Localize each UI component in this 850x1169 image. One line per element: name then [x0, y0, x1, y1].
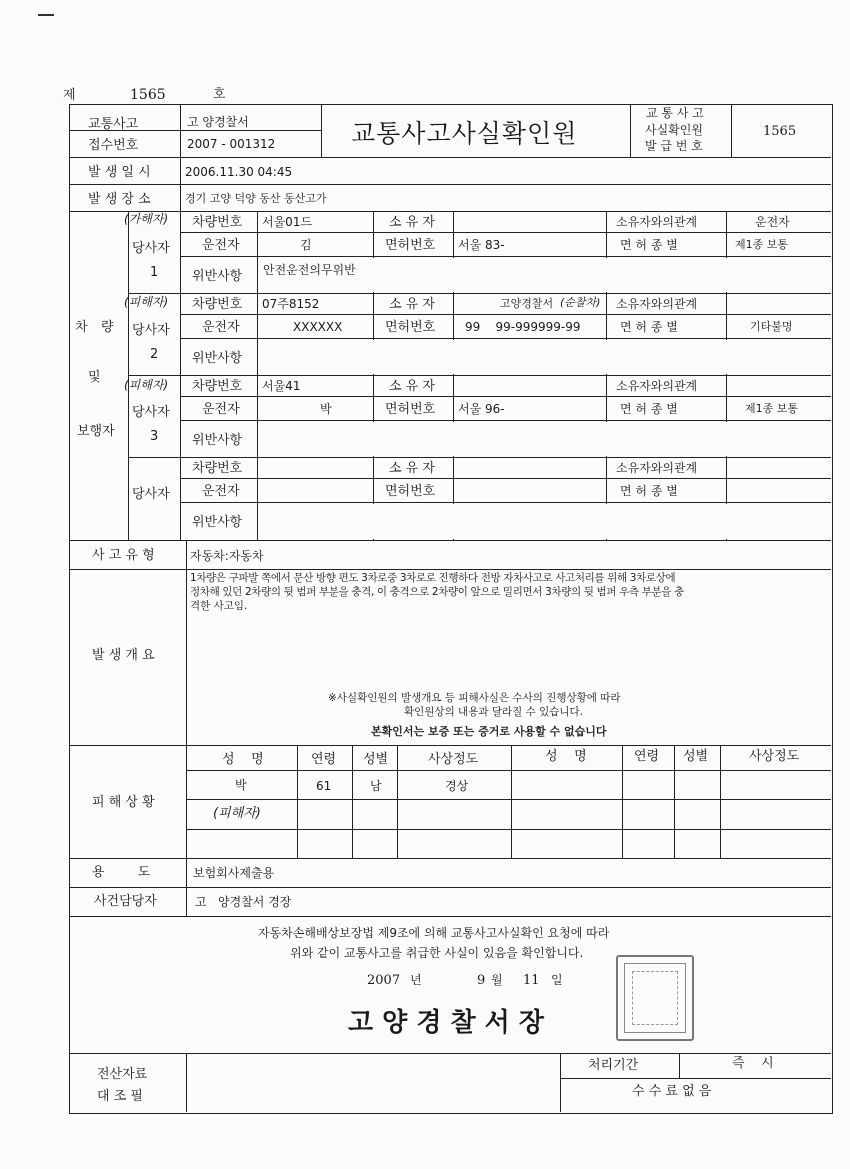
- party4-label: 당사자: [132, 487, 170, 502]
- party3-driver: 박: [320, 402, 332, 416]
- party4-vehicle-label: 차량번호: [192, 461, 243, 476]
- official-seal-stamp: [616, 955, 694, 1041]
- party3-relation-label: 소유자와의관계: [616, 379, 698, 393]
- party1-license-no: 서울 83-: [458, 238, 505, 252]
- summary-label: 발 생 개 요: [92, 648, 155, 663]
- party2-license-no: 99 99-999999-99: [465, 320, 581, 334]
- party4-license-label: 면허번호: [385, 484, 436, 499]
- cert-line-2: 위와 같이 교통사고를 취급한 사실이 있음을 확인합니다.: [290, 946, 584, 960]
- party2-relation-label: 소유자와의관계: [616, 297, 698, 311]
- party2-license-type: 기타불명: [750, 320, 793, 333]
- issue-number: 1565: [763, 124, 797, 139]
- cert-year: 2007: [367, 973, 401, 988]
- party3-violation-label: 위반사항: [192, 433, 243, 448]
- damage-header-age: 연령: [311, 752, 337, 767]
- accident-type-label: 사 고 유 형: [92, 548, 155, 563]
- damage-header-age-2: 연령: [634, 749, 660, 764]
- accident-type-value: 자동차:자동차: [190, 549, 264, 563]
- document-title: 교통사고사실확인원: [351, 119, 578, 148]
- party2-vehicle-no: 07주8152: [262, 297, 320, 311]
- party3-license-no: 서울 96-: [458, 402, 505, 416]
- party2-driver-label: 운전자: [202, 320, 240, 335]
- party2-vehicle-label: 차량번호: [192, 297, 243, 312]
- processing-period-value: 즉 시: [732, 1056, 774, 1071]
- party1-relation-label: 소유자와의관계: [616, 215, 698, 229]
- officer-label: 사건담당자: [94, 894, 157, 909]
- damage-header-severity: 사상정도: [428, 752, 479, 767]
- summary-line-2: 정차해 있던 2차량의 뒷 범퍼 부분을 충격, 이 충격으로 2차량이 앞으로 밀리면서 3차량의 뒷 범퍼 우측 부분을 충: [190, 586, 684, 598]
- party2-note: (피해자): [124, 295, 169, 309]
- party2-label: 당사자: [132, 323, 170, 338]
- cert-line-1: 자동차손해배상보장법 제9조에 의해 교통사고사실확인 요청에 따라: [258, 926, 610, 940]
- party1-violation: 안전운전의무위반: [263, 263, 356, 277]
- section-label-3: 및: [88, 370, 101, 385]
- party3-number: 3: [150, 429, 159, 444]
- cert-day: 11: [523, 973, 540, 988]
- damage-header-sex-2: 성별: [683, 749, 709, 764]
- party3-vehicle-no: 서울41: [262, 379, 301, 393]
- damage-name: 박: [235, 778, 247, 792]
- summary-notice-3: 본확인서는 보증 또는 증거로 사용할 수 없습니다: [371, 725, 607, 738]
- party2-owner-label: 소 유 자: [389, 297, 435, 312]
- doc-number-suffix: 호: [213, 87, 226, 102]
- processing-period-label: 처리기간: [588, 1058, 639, 1073]
- party1-violation-label: 위반사항: [192, 269, 243, 284]
- place-label: 발 생 장 소: [88, 192, 151, 207]
- damage-header-severity-2: 사상정도: [749, 749, 800, 764]
- summary-notice-2: 확인원상의 내용과 달라질 수 있습니다.: [404, 706, 583, 718]
- damage-label: 피 해 상 황: [92, 795, 155, 810]
- party1-note: (가해자): [124, 212, 169, 226]
- cert-year-unit: 년: [410, 973, 422, 987]
- party2-owner-note: (순찰차): [560, 296, 601, 309]
- party1-license-type: 제1종 보통: [735, 238, 788, 251]
- issue-label-3: 발 급 번 호: [645, 139, 703, 153]
- damage-name-note: (피해자): [213, 806, 261, 821]
- party1-number: 1: [150, 265, 159, 280]
- receipt-label-2: 접수번호: [88, 138, 139, 153]
- party3-license-type: 제1종 보통: [745, 402, 798, 415]
- doc-number: 1565: [130, 87, 166, 103]
- party3-label: 당사자: [132, 405, 170, 420]
- purpose-label: 용 도: [92, 865, 151, 880]
- issue-label-1: 교 통 사 고: [646, 106, 704, 120]
- receipt-station: 고 양경찰서: [187, 115, 249, 129]
- section-label-2: 량: [101, 320, 114, 335]
- data-check-label-2: 대 조 필: [97, 1089, 143, 1104]
- party1-license-label: 면허번호: [385, 238, 436, 253]
- receipt-number: 2007 - 001312: [187, 137, 276, 151]
- party4-violation-label: 위반사항: [192, 515, 243, 530]
- damage-severity: 경상: [445, 779, 469, 793]
- party3-license-type-label: 면 허 종 별: [620, 402, 678, 416]
- cert-month: 9: [477, 973, 486, 988]
- damage-header-name: 성 명: [222, 752, 264, 767]
- party2-license-label: 면허번호: [385, 320, 436, 335]
- date-value: 2006.11.30 04:45: [185, 165, 293, 179]
- summary-line-1: 1차량은 구파발 쪽에서 문산 방향 편도 3차로중 3차로로 진행하다 전방 자차사고로 사고처리를 위해 3차로상에: [190, 572, 676, 584]
- party1-label: 당사자: [132, 241, 170, 256]
- damage-header-name-2: 성 명: [545, 749, 587, 764]
- party2-driver: XXXXXX: [293, 320, 343, 334]
- issuer-name: 고 양 경 찰 서 장: [348, 1008, 544, 1038]
- officer-value: 고 양경찰서 경장: [195, 895, 292, 909]
- party3-owner-label: 소 유 자: [389, 379, 435, 394]
- party2-number: 2: [150, 347, 159, 362]
- issue-label-2: 사실확인원: [645, 123, 703, 137]
- date-label: 발 생 일 시: [88, 165, 151, 180]
- party4-relation-label: 소유자와의관계: [616, 461, 698, 475]
- party3-note: (피해자): [124, 378, 169, 392]
- purpose-value: 보험회사제출용: [193, 866, 275, 880]
- summary-line-3: 격한 사고임.: [190, 600, 248, 612]
- party2-owner: 고양경찰서: [500, 297, 554, 310]
- party1-vehicle-no: 서울01드: [262, 215, 313, 229]
- party1-owner-label: 소 유 자: [389, 215, 435, 230]
- party3-license-label: 면허번호: [385, 402, 436, 417]
- scan-mark: [38, 14, 54, 16]
- party3-driver-label: 운전자: [202, 402, 240, 417]
- fee-value: 수 수 료 없 음: [632, 1084, 712, 1099]
- party1-vehicle-label: 차량번호: [192, 215, 243, 230]
- summary-notice-1: ※사실확인원의 발생개요 등 피해사실은 수사의 진행상황에 따라: [328, 692, 621, 704]
- party1-driver: 김: [300, 238, 312, 252]
- party3-vehicle-label: 차량번호: [192, 379, 243, 394]
- damage-sex: 남: [370, 779, 382, 793]
- party4-license-type-label: 면 허 종 별: [620, 484, 678, 498]
- section-label-1: 차: [75, 320, 88, 335]
- section-label-4: 보행자: [77, 424, 115, 439]
- party1-relation: 운전자: [755, 215, 790, 229]
- cert-month-unit: 월: [491, 973, 503, 987]
- party4-owner-label: 소 유 자: [389, 461, 435, 476]
- cert-day-unit: 일: [551, 973, 563, 987]
- damage-header-sex: 성별: [363, 752, 389, 767]
- data-check-label-1: 전산자료: [97, 1067, 148, 1082]
- party1-driver-label: 운전자: [202, 238, 240, 253]
- place-value: 경기 고양 덕양 동산 동산고가: [185, 192, 327, 205]
- party1-license-type-label: 면 허 종 별: [620, 238, 678, 252]
- party2-license-type-label: 면 허 종 별: [620, 320, 678, 334]
- party2-violation-label: 위반사항: [192, 351, 243, 366]
- party4-driver-label: 운전자: [202, 484, 240, 499]
- damage-age: 61: [316, 779, 332, 793]
- receipt-label-1: 교통사고: [88, 117, 139, 132]
- doc-number-prefix: 제: [63, 88, 76, 103]
